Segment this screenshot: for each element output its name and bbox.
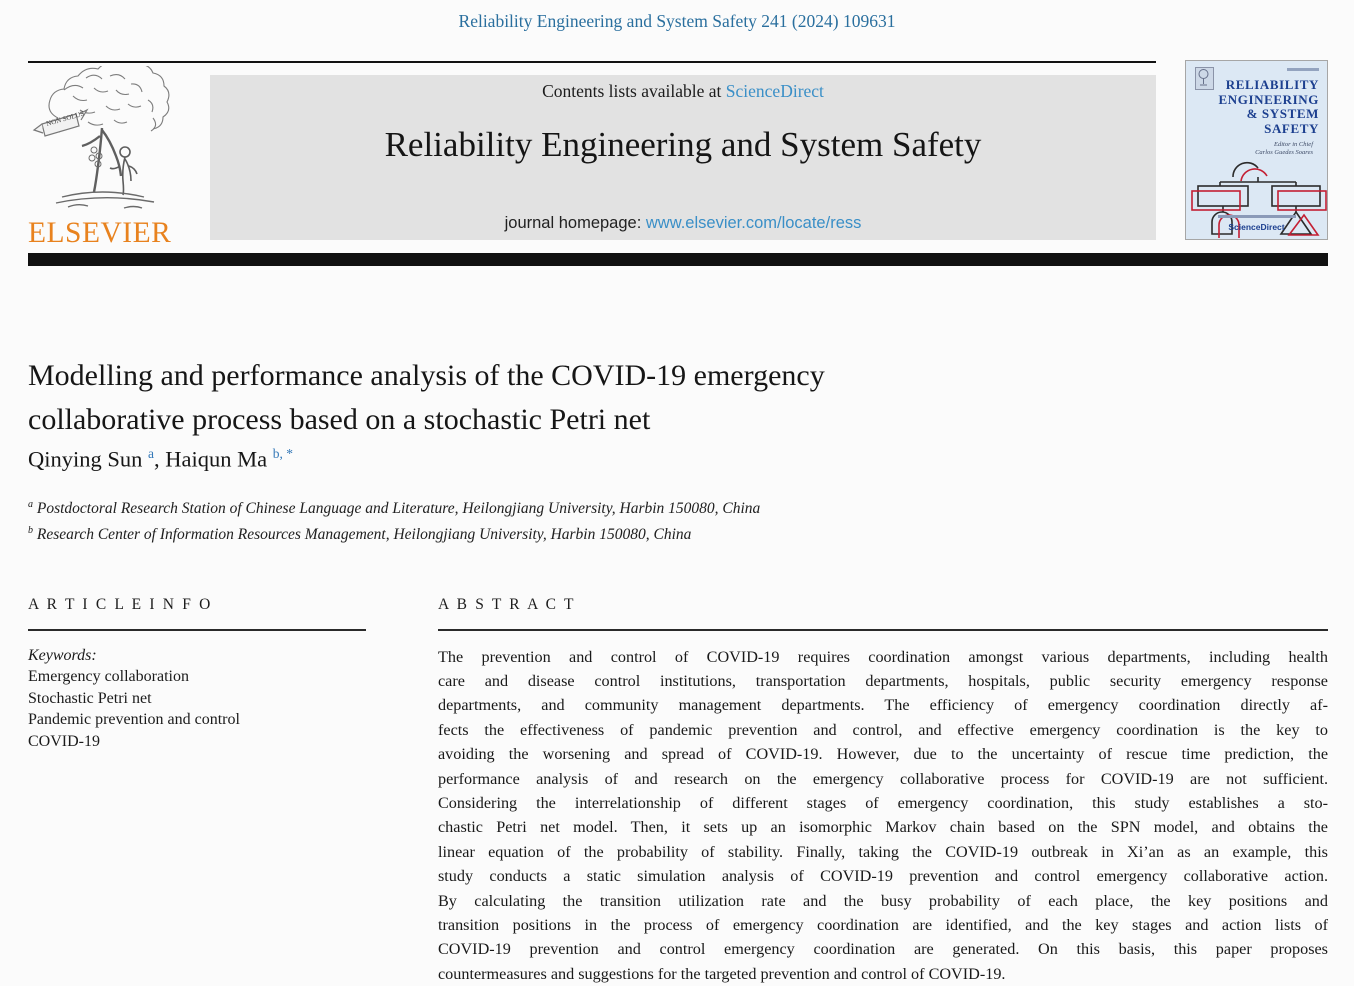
- article-title: [28, 354, 825, 441]
- article-info-column: [28, 596, 366, 986]
- keyword: Stochastic Petri net: [28, 689, 152, 707]
- abstract-column: [438, 596, 1328, 986]
- elsevier-wordmark: ELSEVIER: [28, 217, 172, 249]
- article-title-line: Modelling and performance analysis of the COVID-19 emergency: [28, 359, 825, 393]
- affiliation-mark: a: [28, 499, 33, 510]
- author-separator: ,: [154, 446, 166, 472]
- journal-citation: Reliability Engineering and System Safety 241 (2024) 109631: [458, 11, 896, 31]
- non-solus-ribbon: [34, 109, 87, 136]
- journal-name: Reliability Engineering and System Safety: [384, 125, 982, 164]
- abstract-line: avoiding the worsening and spread of COVID-19. However, due to the uncertainty of rescue time prediction, the: [438, 745, 1328, 764]
- cover-footer-text: [1218, 215, 1296, 218]
- cover-journal-title: [1210, 78, 1319, 136]
- author-line: [28, 446, 293, 473]
- cover-sciencedirect-brand: ScienceDirect: [1228, 222, 1285, 232]
- cover-title-line: RELIABILITY: [1225, 77, 1319, 92]
- abstract-line: chastic Petri net model. Then, it sets up an isomorphic Markov chain based on the SPN model, and obtains the: [438, 818, 1328, 837]
- article-title-line: collaborative process based on a stochastic Petri net: [28, 402, 651, 436]
- author-name: Haiqun Ma: [165, 446, 268, 472]
- keyword: Pandemic prevention and control: [28, 711, 240, 728]
- author-affiliation-mark: b, *: [272, 446, 293, 461]
- journal-cover-thumbnail: [1185, 60, 1328, 240]
- abstract-line: countermeasures and suggestions for the targeted prevention and control of COVID-19.: [438, 964, 1006, 983]
- keywords-label: Keywords:: [28, 646, 97, 664]
- elsevier-logo-block: [28, 66, 182, 248]
- affiliation-line: [28, 520, 760, 546]
- cover-editor-label: Editor in Chief: [1274, 141, 1313, 148]
- abstract-line: Considering the interrelationship of different stages of emergency coordination, this study establishes a sto-: [438, 793, 1328, 812]
- homepage-line: [210, 214, 1156, 233]
- abstract-line: transition positions in the process of emergency coordination are identified, and the key stages and action lists of: [438, 915, 1328, 934]
- cover-title-line: SAFETY: [1264, 120, 1319, 136]
- abstract-rule: [438, 629, 1328, 631]
- non-solus-motto: NON SOLUS: [45, 109, 86, 128]
- abstract-line: COVID-19 prevention and control emergency coordination are generated. On this basis, this paper proposes: [438, 940, 1328, 959]
- cover-issn-text: [1287, 68, 1319, 71]
- article-info-rule: [28, 629, 366, 631]
- sciencedirect-link[interactable]: ScienceDirect: [725, 81, 824, 101]
- cover-editor-name: Carlos Guedes Soares: [1255, 149, 1313, 156]
- keyword: Emergency collaboration: [28, 668, 189, 685]
- info-abstract-section: [28, 596, 1328, 986]
- abstract-line: performance analysis of and research on the emergency collaborative process for COVID-19 are not sufficient.: [438, 769, 1328, 788]
- article-info-heading: A R T I C L E I N F O: [28, 596, 213, 613]
- header-top-rule: [28, 61, 1156, 63]
- cover-title-line: ENGINEERING: [1218, 91, 1319, 107]
- header-divider-bar: [28, 253, 1328, 266]
- abstract-line: study conducts a static simulation analysis of COVID-19 prevention and control emergency collaborative action.: [438, 867, 1328, 886]
- affiliation-text: Postdoctoral Research Station of Chinese Language and Literature, Heilongjiang University, Harbin 150080, China: [33, 500, 761, 518]
- cover-title-line: & SYSTEM: [1246, 106, 1319, 121]
- abstract-line: departments, and community management departments. The efficiency of emergency coordination directly af-: [438, 696, 1328, 715]
- author-name: Qinying Sun: [28, 446, 143, 472]
- abstract-heading: A B S T R A C T: [438, 596, 576, 613]
- journal-banner: [210, 75, 1156, 240]
- abstract-line: care and disease control institutions, transportation departments, hospitals, public security emergency response: [438, 671, 1328, 690]
- abstract-line: fects the effectiveness of pandemic prevention and control, and effective emergency coordination is the key to: [438, 720, 1328, 739]
- abstract-line: By calculating the transition utilization rate and the busy probability of each place, the key positions and: [438, 891, 1328, 910]
- contents-line: [210, 81, 1156, 102]
- elsevier-tree-logo: [28, 66, 178, 212]
- keyword: COVID-19: [28, 732, 100, 750]
- affiliation-text: Research Center of Information Resources Management, Heilongjiang University, Harbin 150080, China: [33, 526, 692, 544]
- affiliation-line: [28, 494, 760, 520]
- affiliation-mark: b: [28, 525, 33, 537]
- author-affiliation-mark: a: [148, 446, 155, 461]
- abstract-line: linear equation of the probability of stability. Finally, taking the COVID-19 outbreak in Xi’an as an example, this: [438, 842, 1328, 861]
- homepage-label: journal homepage:: [504, 214, 646, 232]
- contents-prefix: Contents lists available at: [542, 81, 726, 101]
- affiliations: [28, 494, 760, 546]
- abstract-line: The prevention and control of COVID-19 requires coordination amongst various departments, including health: [438, 647, 1328, 666]
- homepage-url-link[interactable]: www.elsevier.com/locate/ress: [645, 214, 862, 232]
